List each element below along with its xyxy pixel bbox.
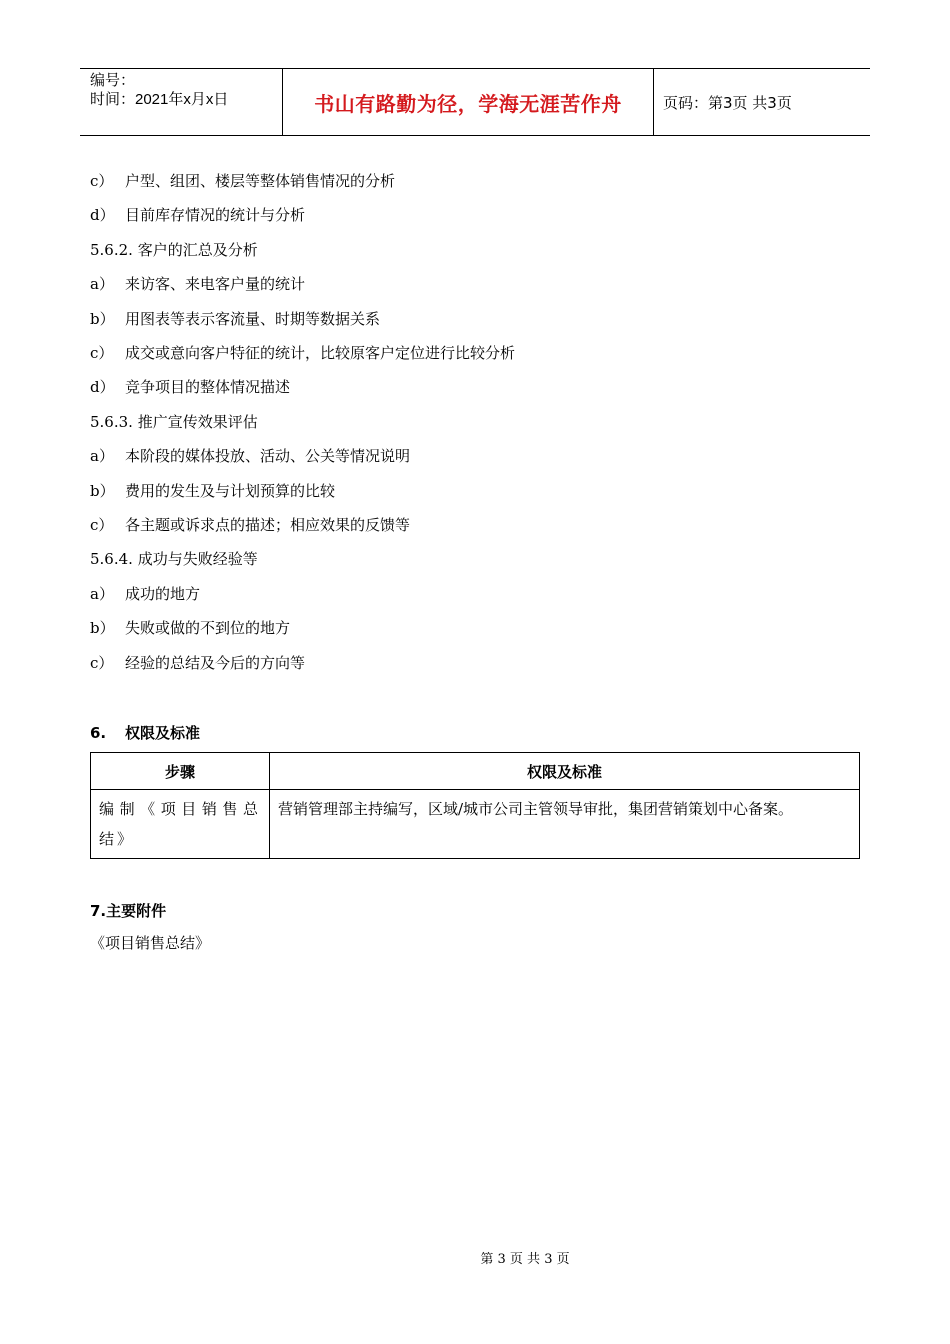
page-header bbox=[80, 68, 870, 136]
line-text: 竞争项目的整体情况描述 bbox=[125, 378, 291, 397]
list-item-marker: d） bbox=[90, 206, 115, 225]
line-text: 经验的总结及今后的方向等 bbox=[125, 653, 306, 672]
line-text: 5.6.4. 成功与失败经验等 bbox=[90, 550, 258, 569]
list-item bbox=[90, 171, 395, 191]
list-item-marker: b） bbox=[90, 309, 115, 328]
header-motto: 书山有路勤为径，学海无涯苦作舟 bbox=[314, 91, 622, 116]
table-header-row bbox=[91, 753, 860, 790]
list-item-marker: a） bbox=[90, 275, 114, 294]
line-text: 来访客、来电客户量的统计 bbox=[125, 275, 306, 294]
list-item bbox=[90, 377, 290, 397]
list-item-marker: a） bbox=[90, 447, 114, 466]
list-item-marker: c） bbox=[90, 516, 114, 534]
page-footer bbox=[0, 1248, 950, 1267]
list-item bbox=[90, 309, 380, 329]
line-text: 本阶段的媒体投放、活动、公关等情况说明 bbox=[125, 447, 411, 466]
section-6-title bbox=[90, 722, 200, 743]
table-row bbox=[91, 790, 860, 859]
line-text: 失败或做的不到位的地方 bbox=[125, 619, 291, 638]
line-text: 户型、组团、楼层等整体销售情况的分析 bbox=[125, 172, 396, 190]
list-item bbox=[90, 446, 410, 466]
table-cell-standard: 营销管理部主持编写，区域/城市公司主管领导审批，集团营销策划中心备案。 bbox=[270, 790, 860, 859]
list-item bbox=[90, 515, 410, 535]
header-meta bbox=[80, 69, 282, 135]
subsection-heading bbox=[90, 549, 258, 569]
header-page-info: 页码：第3页 共3页 bbox=[663, 93, 792, 112]
list-item bbox=[90, 481, 335, 501]
line-text: 目前库存情况的统计与分析 bbox=[125, 206, 306, 225]
section-6-number: 6. bbox=[90, 724, 107, 742]
list-item bbox=[90, 205, 305, 225]
subsection-heading bbox=[90, 240, 258, 260]
header-time-label: 时间：2021年x月x日 bbox=[90, 91, 229, 108]
list-item bbox=[90, 618, 290, 638]
table-header-step: 步骤 bbox=[91, 753, 270, 790]
list-item-marker: d） bbox=[90, 378, 115, 397]
line-text: 用图表等表示客流量、时期等数据关系 bbox=[125, 309, 381, 328]
section-7-title: 7.主要附件 bbox=[90, 902, 167, 920]
list-item bbox=[90, 343, 515, 363]
list-item-marker: c） bbox=[90, 172, 114, 190]
subsection-heading bbox=[90, 412, 258, 432]
header-page-cell bbox=[654, 69, 870, 135]
list-item-marker: c） bbox=[90, 344, 114, 362]
header-motto-cell bbox=[282, 69, 654, 135]
header-number-label: 编号： bbox=[90, 72, 136, 89]
line-text: 费用的发生及与计划预算的比较 bbox=[125, 481, 336, 500]
line-text: 成功的地方 bbox=[125, 584, 201, 603]
permission-table bbox=[90, 752, 860, 859]
list-item-marker: b） bbox=[90, 619, 115, 638]
line-text: 5.6.3. 推广宣传效果评估 bbox=[90, 412, 258, 431]
list-item-marker: a） bbox=[90, 584, 114, 603]
line-text: 各主题或诉求点的描述；相应效果的反馈等 bbox=[125, 516, 411, 534]
footer-page-number: 第 3 页 共 3 页 bbox=[480, 1252, 570, 1267]
line-text: 5.6.2. 客户的汇总及分析 bbox=[90, 240, 258, 259]
section-6-title-text: 权限及标准 bbox=[125, 724, 201, 742]
list-item bbox=[90, 653, 305, 673]
list-item bbox=[90, 274, 305, 294]
table-header-standard: 权限及标准 bbox=[270, 753, 860, 790]
table-cell-step: 编制《项目销售总结》 bbox=[91, 790, 270, 859]
attachment-item: 《项目销售总结》 bbox=[90, 934, 211, 952]
list-item-marker: b） bbox=[90, 481, 115, 500]
line-text: 成交或意向客户特征的统计，比较原客户定位进行比较分析 bbox=[125, 344, 516, 362]
list-item-marker: c） bbox=[90, 653, 114, 672]
list-item bbox=[90, 584, 200, 604]
